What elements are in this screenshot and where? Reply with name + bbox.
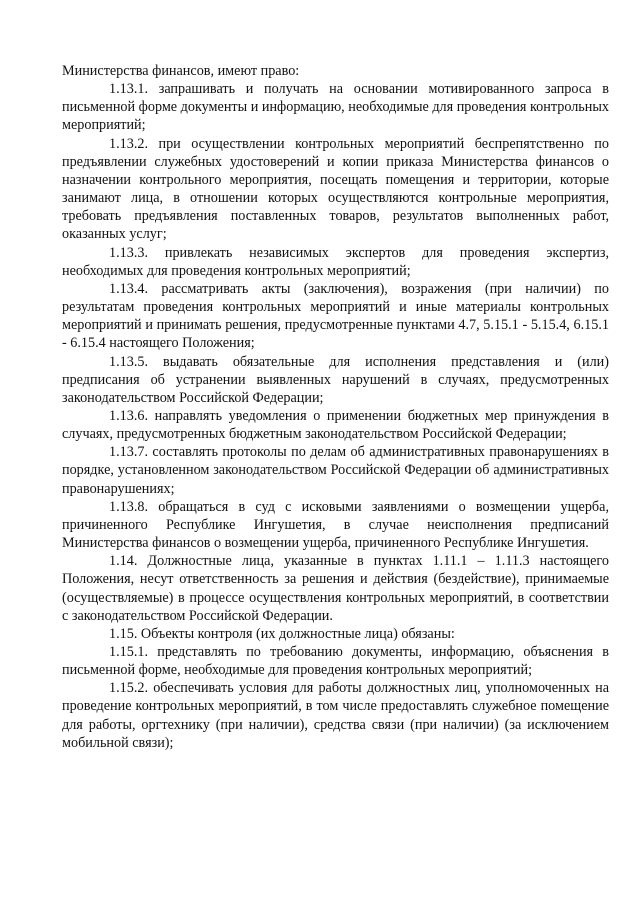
paragraph-1-13-3: 1.13.3. привлекать независимых экспертов для проведения экспертиз, необходимых для проведения контрольных мероприятий; xyxy=(62,244,609,279)
paragraph-1-14: 1.14. Должностные лица, указанные в пунктах 1.11.1 – 1.11.3 настоящего Положения, несут ответственность за решения и действия (бездействие), принимаемые (осуществляемые) в процессе осуществления контрольных мероприятий, в соответствии с законодательством Российской Федерации. xyxy=(62,553,609,624)
paragraph-1-13-8: 1.13.8. обращаться в суд с исковыми заявлениями о возмещении ущерба, причиненного Республике Ингушетия, в случае неисполнения предписаний Министерства финансов о возмещении ущерба, причиненного Республике Ингушетия. xyxy=(62,498,609,552)
paragraph-1-13-5: 1.13.5. выдавать обязательные для исполнения представления и (или) предписания об устранении выявленных нарушений в случаях, предусмотренных законодательством Российской Федерации; xyxy=(62,353,609,406)
paragraph-1-15-2: 1.15.2. обеспечивать условия для работы должностных лиц, уполномоченных на проведение контрольных мероприятий, в том числе предоставлять служебное помещение для работы, оргтехнику (при наличии), средства связи (при наличии) (за исключением мобильной связи); xyxy=(62,680,609,751)
paragraph-1-15: 1.15. Объекты контроля (их должностные лица) обязаны: xyxy=(109,625,455,642)
paragraph-1-15-1: 1.15.1. представлять по требованию документы, информацию, объяснения в письменной форме, необходимые для проведения контрольных мероприятий; xyxy=(62,644,609,679)
paragraph-continuation: Министерства финансов, имеют право: xyxy=(62,63,300,79)
paragraph-1-13-7: 1.13.7. составлять протоколы по делам об административных правонарушениях в порядке, установленном законодательством Российской Федерации об административных правонарушениях; xyxy=(62,444,609,497)
paragraph-1-13-1: 1.13.1. запрашивать и получать на основании мотивированного запроса в письменной форме документы и информацию, необходимые для проведения контрольных мероприятий; xyxy=(62,81,609,134)
paragraph-1-13-6: 1.13.6. направлять уведомления о применении бюджетных мер принуждения в случаях, предусмотренных бюджетным законодательством Российской Федерации; xyxy=(62,407,609,443)
paragraph-1-13-2: 1.13.2. при осуществлении контрольных мероприятий беспрепятственно по предъявлении служебных удостоверений и копии приказа Министерства финансов о назначении контрольного мероприятия, посещать помещения и территории, которые занимают лица, в отношении которых осуществляются контрольные мероприятия, требовать предъявления поставленных товаров, результатов выполненных работ, оказанных услуг; xyxy=(62,135,609,243)
paragraph-1-13-4: 1.13.4. рассматривать акты (заключения), возражения (при наличии) по результатам проведения контрольных мероприятий и иные материалы контрольных мероприятий и принимать решения, предусмотренные пунктами 4.7, 5.15.1 - 5.15.4, 6.15.1 - 6.15.4 настоящего Положения; xyxy=(62,280,609,352)
